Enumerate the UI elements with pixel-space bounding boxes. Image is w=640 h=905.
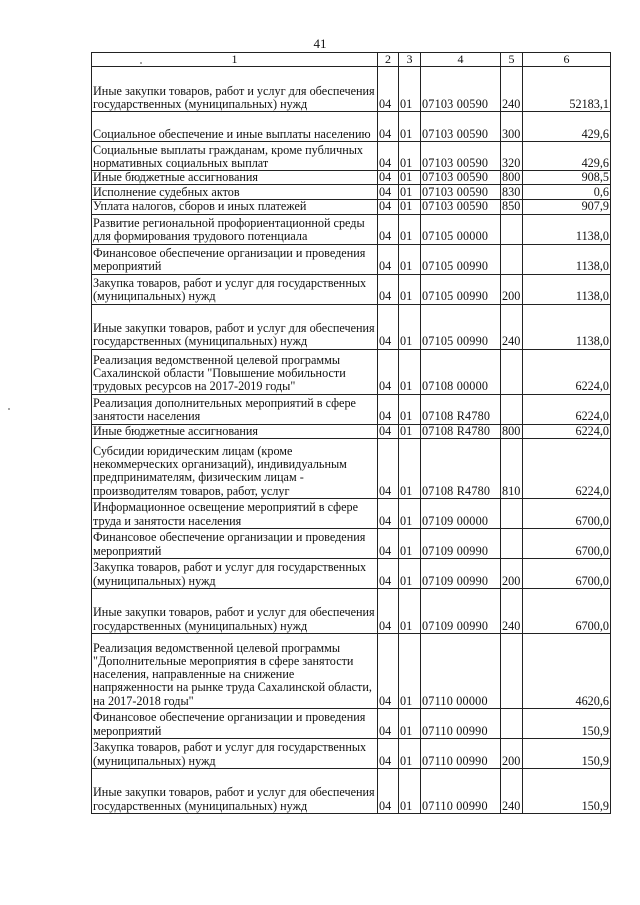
row-amount-cell: 6224,0 [523, 349, 611, 394]
column-header: 1 [92, 53, 378, 67]
row-name-cell: Иные бюджетные ассигнования [92, 424, 378, 438]
row-subsection-cell: 01 [399, 112, 421, 142]
row-subsection-cell: 01 [399, 274, 421, 304]
row-name-cell: Реализация дополнительных мероприятий в сфере занятости населения [92, 394, 378, 424]
row-target-article-cell: 07109 00990 [421, 588, 501, 633]
row-subsection-cell: 01 [399, 349, 421, 394]
table-row [92, 633, 611, 708]
row-section-cell: 04 [378, 214, 399, 244]
row-amount-cell: 150,9 [523, 708, 611, 738]
row-name-cell: Закупка товаров, работ и услуг для государственных (муниципальных) нужд [92, 738, 378, 768]
row-amount-cell: 150,9 [523, 738, 611, 768]
row-expense-type-cell: 200 [501, 274, 523, 304]
row-section-cell: 04 [378, 588, 399, 633]
row-expense-type-cell: 300 [501, 112, 523, 142]
row-name-cell: Уплата налогов, сборов и иных платежей [92, 200, 378, 214]
row-expense-type-cell: 200 [501, 738, 523, 768]
row-subsection-cell: 01 [399, 708, 421, 738]
table-row [92, 438, 611, 498]
row-name-cell: Закупка товаров, работ и услуг для государственных (муниципальных) нужд [92, 558, 378, 588]
row-name-cell: Финансовое обеспечение организации и проведения мероприятий [92, 528, 378, 558]
row-name-cell: Реализация ведомственной целевой программы Сахалинской области "Повышение мобильности трудовых ресурсов на 2017-2019 годы" [92, 349, 378, 394]
row-amount-cell: 6700,0 [523, 558, 611, 588]
row-section-cell: 04 [378, 67, 399, 112]
row-amount-cell: 907,9 [523, 200, 611, 214]
row-section-cell: 04 [378, 142, 399, 171]
table-row [92, 558, 611, 588]
row-name-cell: Иные закупки товаров, работ и услуг для обеспечения государственных (муниципальных) нужд [92, 768, 378, 813]
page-number: 41 [313, 36, 327, 51]
row-target-article-cell: 07103 00590 [421, 142, 501, 171]
row-expense-type-cell [501, 244, 523, 274]
row-section-cell: 04 [378, 438, 399, 498]
row-target-article-cell: 07108 00000 [421, 349, 501, 394]
row-expense-type-cell: 240 [501, 67, 523, 112]
column-header: 6 [523, 53, 611, 67]
row-target-article-cell: 07110 00000 [421, 633, 501, 708]
scan-speck [140, 62, 142, 64]
row-subsection-cell: 01 [399, 304, 421, 349]
row-expense-type-cell [501, 498, 523, 528]
row-name-cell: Финансовое обеспечение организации и проведения мероприятий [92, 708, 378, 738]
table-row [92, 738, 611, 768]
row-subsection-cell: 01 [399, 214, 421, 244]
row-target-article-cell: 07108 R4780 [421, 438, 501, 498]
row-section-cell: 04 [378, 185, 399, 200]
row-target-article-cell: 07103 00590 [421, 67, 501, 112]
row-subsection-cell: 01 [399, 438, 421, 498]
row-expense-type-cell: 830 [501, 185, 523, 200]
row-expense-type-cell: 240 [501, 588, 523, 633]
table-row [92, 244, 611, 274]
row-subsection-cell: 01 [399, 588, 421, 633]
row-expense-type-cell [501, 633, 523, 708]
row-subsection-cell: 01 [399, 558, 421, 588]
row-name-cell: Субсидии юридическим лицам (кроме некоммерческих организаций), индивидуальным предпринимателям, физическим лицам - производителям товаров, работ, услуг [92, 438, 378, 498]
row-amount-cell: 429,6 [523, 142, 611, 171]
row-subsection-cell: 01 [399, 171, 421, 185]
row-section-cell: 04 [378, 394, 399, 424]
row-subsection-cell: 01 [399, 633, 421, 708]
row-amount-cell: 1138,0 [523, 244, 611, 274]
row-amount-cell: 6700,0 [523, 528, 611, 558]
row-subsection-cell: 01 [399, 498, 421, 528]
table-row [92, 142, 611, 171]
row-target-article-cell: 07103 00590 [421, 200, 501, 214]
row-expense-type-cell: 320 [501, 142, 523, 171]
row-amount-cell: 6224,0 [523, 438, 611, 498]
table-row [92, 274, 611, 304]
row-section-cell: 04 [378, 498, 399, 528]
row-target-article-cell: 07103 00590 [421, 185, 501, 200]
row-section-cell: 04 [378, 349, 399, 394]
row-amount-cell: 1138,0 [523, 214, 611, 244]
column-header: 3 [399, 53, 421, 67]
row-target-article-cell: 07103 00590 [421, 171, 501, 185]
row-expense-type-cell [501, 214, 523, 244]
row-section-cell: 04 [378, 633, 399, 708]
row-name-cell: Социальные выплаты гражданам, кроме публичных нормативных социальных выплат [92, 142, 378, 171]
row-name-cell: Информационное освещение мероприятий в сфере труда и занятости населения [92, 498, 378, 528]
row-amount-cell: 6224,0 [523, 424, 611, 438]
row-target-article-cell: 07108 R4780 [421, 424, 501, 438]
row-expense-type-cell [501, 349, 523, 394]
row-expense-type-cell: 800 [501, 171, 523, 185]
row-amount-cell: 6224,0 [523, 394, 611, 424]
row-section-cell: 04 [378, 424, 399, 438]
row-subsection-cell: 01 [399, 528, 421, 558]
table-row [92, 304, 611, 349]
row-name-cell: Закупка товаров, работ и услуг для государственных (муниципальных) нужд [92, 274, 378, 304]
table-row [92, 171, 611, 185]
row-subsection-cell: 01 [399, 244, 421, 274]
row-subsection-cell: 01 [399, 738, 421, 768]
table-row [92, 708, 611, 738]
table-row [92, 588, 611, 633]
row-section-cell: 04 [378, 304, 399, 349]
row-amount-cell: 52183,1 [523, 67, 611, 112]
row-subsection-cell: 01 [399, 424, 421, 438]
row-section-cell: 04 [378, 274, 399, 304]
row-section-cell: 04 [378, 768, 399, 813]
row-amount-cell: 4620,6 [523, 633, 611, 708]
row-target-article-cell: 07105 00000 [421, 214, 501, 244]
row-section-cell: 04 [378, 244, 399, 274]
column-header: 5 [501, 53, 523, 67]
row-subsection-cell: 01 [399, 142, 421, 171]
row-target-article-cell: 07103 00590 [421, 112, 501, 142]
budget-table [91, 52, 611, 814]
row-section-cell: 04 [378, 200, 399, 214]
table-header-row [92, 53, 611, 67]
row-amount-cell: 1138,0 [523, 274, 611, 304]
row-amount-cell: 150,9 [523, 768, 611, 813]
column-header: 2 [378, 53, 399, 67]
row-amount-cell: 6700,0 [523, 498, 611, 528]
row-target-article-cell: 07105 00990 [421, 274, 501, 304]
column-header: 4 [421, 53, 501, 67]
table-row [92, 67, 611, 112]
row-target-article-cell: 07109 00000 [421, 498, 501, 528]
row-subsection-cell: 01 [399, 768, 421, 813]
row-amount-cell: 0,6 [523, 185, 611, 200]
row-amount-cell: 429,6 [523, 112, 611, 142]
row-target-article-cell: 07110 00990 [421, 768, 501, 813]
row-subsection-cell: 01 [399, 394, 421, 424]
row-target-article-cell: 07110 00990 [421, 738, 501, 768]
row-expense-type-cell: 200 [501, 558, 523, 588]
row-section-cell: 04 [378, 112, 399, 142]
row-name-cell: Финансовое обеспечение организации и проведения мероприятий [92, 244, 378, 274]
row-subsection-cell: 01 [399, 67, 421, 112]
row-name-cell: Развитие региональной профориентационной среды для формирования трудового потенциала [92, 214, 378, 244]
table-row [92, 528, 611, 558]
table-row [92, 112, 611, 142]
row-section-cell: 04 [378, 171, 399, 185]
row-target-article-cell: 07110 00990 [421, 708, 501, 738]
row-target-article-cell: 07105 00990 [421, 304, 501, 349]
row-section-cell: 04 [378, 738, 399, 768]
table-row [92, 498, 611, 528]
row-target-article-cell: 07108 R4780 [421, 394, 501, 424]
row-expense-type-cell [501, 394, 523, 424]
row-name-cell: Иные бюджетные ассигнования [92, 171, 378, 185]
row-subsection-cell: 01 [399, 200, 421, 214]
row-expense-type-cell: 850 [501, 200, 523, 214]
table-row [92, 424, 611, 438]
row-expense-type-cell: 810 [501, 438, 523, 498]
row-expense-type-cell [501, 528, 523, 558]
row-section-cell: 04 [378, 528, 399, 558]
table-row [92, 214, 611, 244]
table-row [92, 394, 611, 424]
row-expense-type-cell: 800 [501, 424, 523, 438]
row-target-article-cell: 07109 00990 [421, 558, 501, 588]
table-row [92, 200, 611, 214]
row-target-article-cell: 07105 00990 [421, 244, 501, 274]
row-expense-type-cell: 240 [501, 768, 523, 813]
row-subsection-cell: 01 [399, 185, 421, 200]
row-name-cell: Иные закупки товаров, работ и услуг для обеспечения государственных (муниципальных) нужд [92, 588, 378, 633]
row-expense-type-cell [501, 708, 523, 738]
row-amount-cell: 1138,0 [523, 304, 611, 349]
row-name-cell: Социальное обеспечение и иные выплаты населению [92, 112, 378, 142]
table-row [92, 768, 611, 813]
row-target-article-cell: 07109 00990 [421, 528, 501, 558]
scan-speck [8, 408, 10, 410]
row-name-cell: Исполнение судебных актов [92, 185, 378, 200]
row-expense-type-cell: 240 [501, 304, 523, 349]
table-row [92, 185, 611, 200]
row-name-cell: Иные закупки товаров, работ и услуг для обеспечения государственных (муниципальных) нужд [92, 304, 378, 349]
row-section-cell: 04 [378, 558, 399, 588]
row-amount-cell: 6700,0 [523, 588, 611, 633]
table-row [92, 349, 611, 394]
row-name-cell: Иные закупки товаров, работ и услуг для обеспечения государственных (муниципальных) нужд [92, 67, 378, 112]
row-section-cell: 04 [378, 708, 399, 738]
row-amount-cell: 908,5 [523, 171, 611, 185]
row-name-cell: Реализация ведомственной целевой программы "Дополнительные мероприятия в сфере занятости населения, направленные на снижение напряженности на рынке труда Сахалинской области, на 2017-2018 годы" [92, 633, 378, 708]
